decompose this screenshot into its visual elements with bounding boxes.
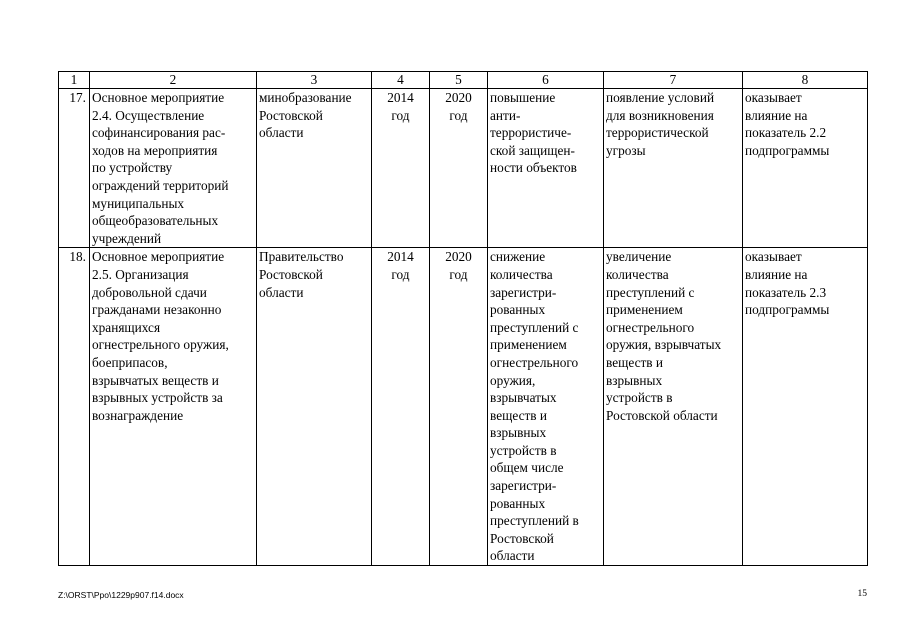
footer-file-path: Z:\ORST\Ppo\1229p907.f14.docx — [58, 590, 184, 600]
table-row — [59, 248, 868, 566]
header-cell: 4 — [372, 72, 430, 89]
indicator-link-cell: оказывает влияние на показатель 2.2 подпрограммы — [743, 89, 868, 248]
measure-cell: Основное мероприятие 2.5. Организация добровольной сдачи гражданами незаконно хранящихся огнестрельного оружия, боеприпасов, взрывчатых веществ и взрывных устройств за вознаграждение — [90, 248, 257, 566]
header-cell: 6 — [488, 72, 604, 89]
start-year-cell: 2014 год — [372, 89, 430, 248]
result-cell: повышение анти- террористиче- ской защищен- ности объектов — [488, 89, 604, 248]
executor-cell: Правительство Ростовской области — [257, 248, 372, 566]
result-cell: снижение количества зарегистри- рованных преступлений с применением огнестрельного оружия, взрывчатых веществ и взрывных устройств в общем числе зарегистри- рованных преступлений в Ростовской области — [488, 248, 604, 566]
measure-cell: Основное мероприятие 2.4. Осуществление софинансирования рас- ходов на мероприятия по устройству ограждений территорий муниципальных общеобразовательных учреждений — [90, 89, 257, 248]
end-year-cell: 2020 год — [430, 89, 488, 248]
row-number: 18. — [59, 248, 90, 566]
document-table — [58, 71, 868, 566]
table-header-row — [59, 72, 868, 89]
executor-cell: минобразование Ростовской области — [257, 89, 372, 248]
header-cell: 7 — [604, 72, 743, 89]
header-cell: 5 — [430, 72, 488, 89]
header-cell: 2 — [90, 72, 257, 89]
end-year-cell: 2020 год — [430, 248, 488, 566]
header-cell: 1 — [59, 72, 90, 89]
header-cell: 8 — [743, 72, 868, 89]
consequences-cell: появление условий для возникновения террористической угрозы — [604, 89, 743, 248]
table-row — [59, 89, 868, 248]
consequences-cell: увеличение количества преступлений с применением огнестрельного оружия, взрывчатых веществ и взрывных устройств в Ростовской области — [604, 248, 743, 566]
header-cell: 3 — [257, 72, 372, 89]
page-number: 15 — [857, 589, 867, 599]
row-number: 17. — [59, 89, 90, 248]
indicator-link-cell: оказывает влияние на показатель 2.3 подпрограммы — [743, 248, 868, 566]
start-year-cell: 2014 год — [372, 248, 430, 566]
